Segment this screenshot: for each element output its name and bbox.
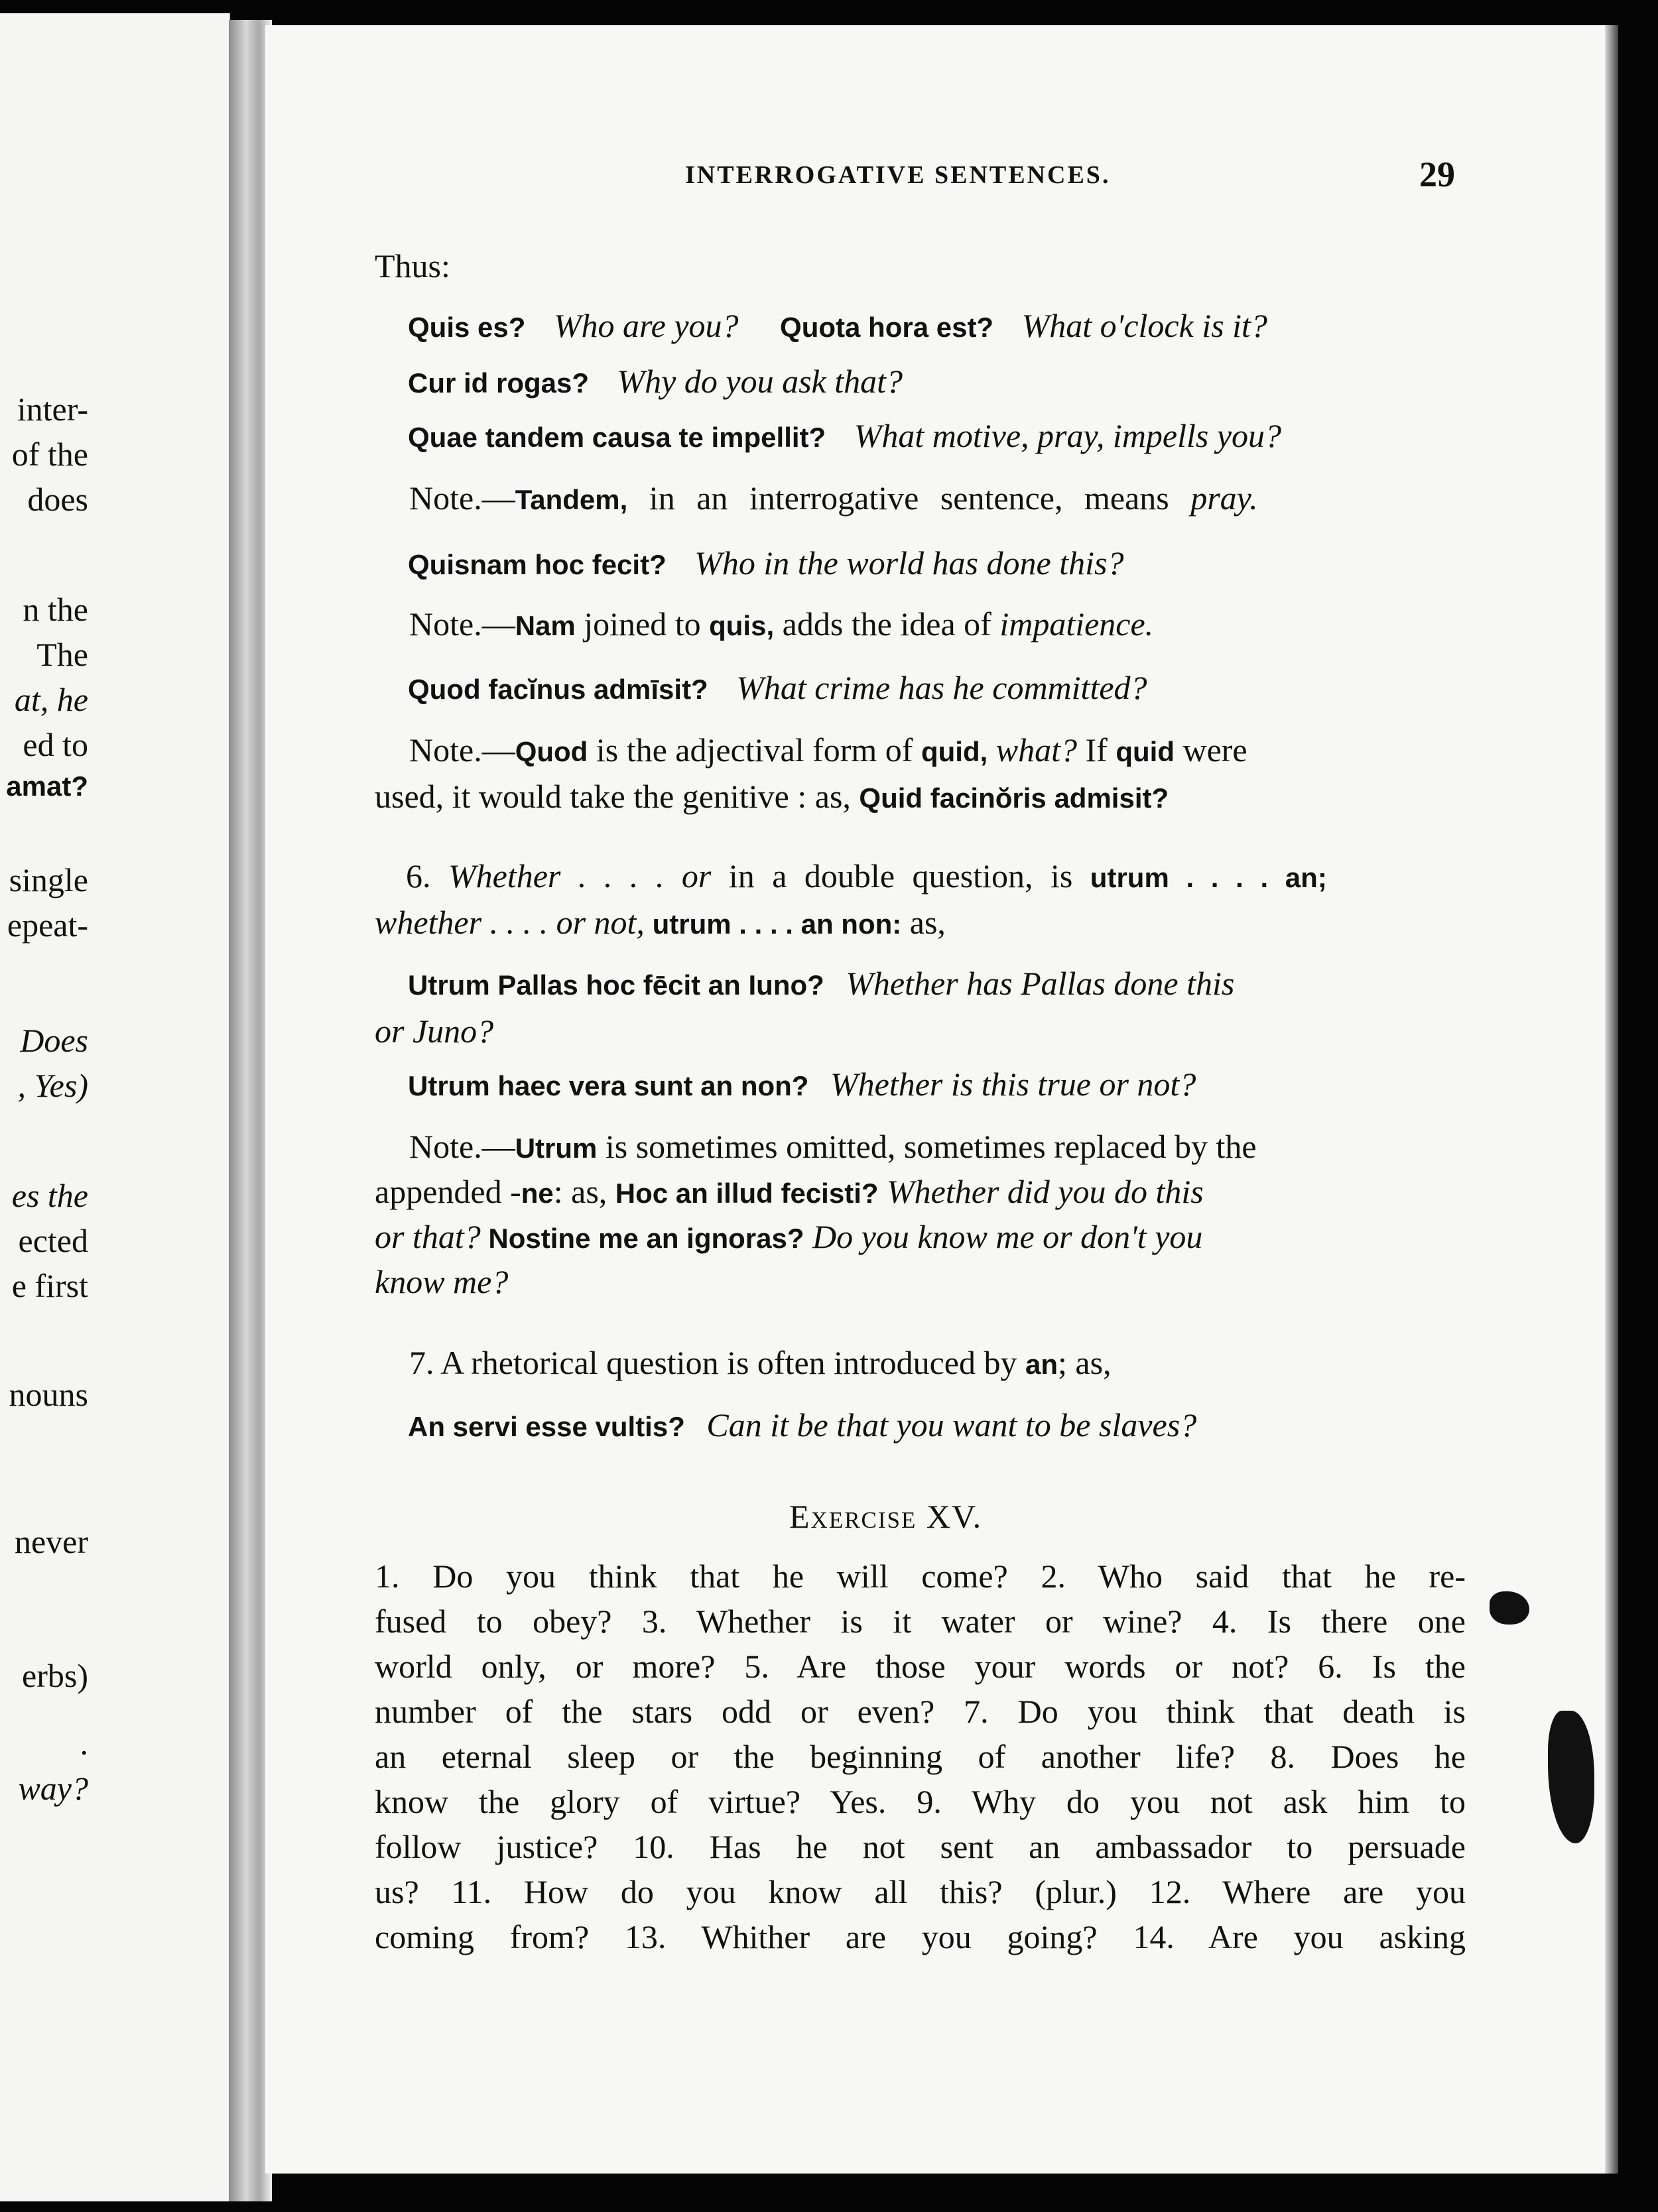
example-line [408, 1065, 1196, 1103]
ink-blot [1490, 1591, 1529, 1625]
note-label: Note.— [409, 731, 515, 768]
english-text: Why do you ask that? [617, 363, 903, 400]
example-line [408, 362, 903, 400]
exercise-line: know the glory of virtue? Yes. 9. Why do you not ask him to [375, 1783, 1466, 1820]
latin-text: Cur id rogas? [408, 367, 590, 399]
note-line [375, 777, 1169, 816]
running-header: INTERROGATIVE SENTENCES. [685, 161, 1111, 189]
exercise-line: number of the stars odd or even? 7. Do you think that death is [375, 1693, 1466, 1730]
english-text: Whether did you do this [878, 1173, 1204, 1210]
section-text: as, [901, 904, 946, 941]
exercise-line: 1. Do you think that he will come? 2. Who said that he re- [375, 1558, 1466, 1595]
left-fragment: erbs) [22, 1657, 88, 1694]
latin-text: ne [521, 1178, 554, 1209]
english-text: Do you know me or don't you [804, 1218, 1203, 1255]
note-text: adds the idea of [774, 605, 1000, 643]
example-line [408, 964, 1234, 1003]
english-text: what? [988, 731, 1078, 768]
english-text: , impells you? [1096, 417, 1282, 454]
english-text: or that? [375, 1218, 481, 1255]
left-fragment: The [36, 636, 88, 673]
english-text: pray [1037, 417, 1096, 454]
latin-text: Utrum Pallas hoc fēcit an Iuno? [408, 969, 824, 1001]
left-fragment: of the [11, 436, 88, 473]
left-page [0, 13, 230, 2201]
left-fragment: does [27, 481, 88, 518]
english-text: or Juno? [375, 1013, 494, 1050]
latin-text: Quid facinŏris admisit? [859, 782, 1169, 814]
example-line [408, 668, 1147, 707]
left-fragment: single [9, 861, 88, 898]
latin-text: an [1025, 1349, 1058, 1380]
note-text: : as, [553, 1173, 615, 1210]
exercise-line: an eternal sleep or the beginning of another life? 8. Does he [375, 1738, 1466, 1775]
note-label: Note.— [409, 605, 515, 643]
english-text: What motive, [854, 417, 1038, 454]
exercise-line: fused to obey? 3. Whether is it water or wine? 4. Is there one [375, 1603, 1466, 1640]
english-text: pray. [1190, 479, 1258, 517]
note-text: is the adjectival form of [588, 731, 921, 768]
thus-label: Thus: [375, 247, 450, 284]
english-text: whether . . . . or not, [375, 904, 645, 941]
english-text: Who are you? [553, 307, 739, 344]
latin-text: quis, [709, 610, 775, 641]
latin-text: Hoc an illud fecisti? [615, 1178, 879, 1209]
english-text: impatience. [999, 605, 1154, 643]
note-text: If [1077, 731, 1116, 768]
latin-text: Nam [515, 610, 576, 641]
latin-text: Quis es? [408, 312, 526, 343]
note-line [375, 1262, 508, 1301]
latin-text: Nostine me an ignoras? [480, 1223, 804, 1254]
note-text: in an interrogative sentence, means [627, 479, 1191, 517]
section-text: A rhetorical question is often introduced by [434, 1344, 1025, 1381]
left-fragment: way? [18, 1770, 88, 1807]
latin-text: quid, [921, 736, 988, 767]
latin-text: utrum . . . . an; [1090, 862, 1327, 893]
latin-text: utrum . . . . an non: [644, 908, 902, 940]
section-text: in a double question, is [711, 857, 1090, 894]
page-number: 29 [1419, 154, 1455, 194]
left-fragment: at, he [14, 681, 88, 718]
section-number: 6. [406, 857, 431, 894]
note-text: used, it would take the genitive : as, [375, 778, 860, 815]
exercise-line: world only, or more? 5. Are those your words or not? 6. Is the [375, 1648, 1466, 1685]
exercise-line: us? 11. How do you know all this? (plur.) 12. Where are you [375, 1873, 1466, 1910]
english-text: know me? [375, 1263, 509, 1300]
left-fragment: . [80, 1725, 88, 1762]
left-fragment: , Yes) [17, 1067, 88, 1104]
left-fragment: never [14, 1523, 88, 1560]
left-fragment: ected [18, 1222, 88, 1259]
left-fragment: inter- [17, 391, 88, 428]
note-line [375, 1172, 1204, 1211]
english-text: Can it be that you want to be slaves? [698, 1406, 1197, 1444]
example-line [408, 306, 1267, 345]
latin-text: An servi esse vultis? [408, 1411, 685, 1442]
note-label: Note.— [409, 1128, 515, 1165]
section-7 [409, 1343, 1112, 1382]
english-text: Whether . . . . or [430, 857, 712, 894]
note-line [409, 1127, 1257, 1166]
section-6 [375, 903, 946, 942]
note-line [409, 479, 1258, 517]
english-text: Who in the world has done this? [694, 544, 1124, 582]
left-fragment: Does [20, 1022, 88, 1059]
english-text: Whether has Pallas done this [837, 965, 1235, 1002]
section-6 [406, 857, 1327, 895]
left-fragment: nouns [9, 1376, 88, 1413]
note-text: joined to [575, 605, 710, 643]
section-text: ; as, [1058, 1344, 1112, 1381]
exercise-line: coming from? 13. Whither are you going? 14. Are you asking [375, 1918, 1466, 1955]
left-fragment: n the [23, 591, 88, 628]
note-line [409, 731, 1247, 769]
english-text: What o'clock is it? [1021, 307, 1267, 344]
left-fragment: es the [11, 1177, 88, 1214]
note-text: appended - [375, 1173, 521, 1210]
note-line [409, 605, 1153, 643]
example-line [375, 1012, 493, 1050]
latin-text: Quisnam hoc fecit? [408, 549, 667, 580]
latin-text: Quae tandem causa te impellit? [408, 422, 826, 453]
latin-text: Quod facĭnus admīsit? [408, 674, 708, 705]
latin-text: quid [1116, 736, 1175, 767]
latin-text: Quod [515, 736, 588, 767]
latin-text: Utrum [515, 1133, 598, 1164]
exercise-line: follow justice? 10. Has he not sent an ambassador to persuade [375, 1828, 1466, 1865]
left-fragment: amat? [6, 770, 88, 802]
latin-text: Utrum haec vera sunt an non? [408, 1070, 809, 1101]
example-line [408, 544, 1123, 582]
note-text: were [1174, 731, 1247, 768]
latin-text: Quota hora est? [780, 312, 994, 343]
example-line [408, 1406, 1196, 1444]
left-fragment: e first [11, 1267, 88, 1304]
note-text: is sometimes omitted, sometimes replaced by the [597, 1128, 1257, 1165]
note-line [375, 1217, 1202, 1256]
english-text: What crime has he committed? [736, 669, 1147, 706]
exercise-title: Exercise XV. [789, 1498, 983, 1535]
page-edge [1605, 25, 1618, 2174]
section-number: 7. [409, 1344, 434, 1381]
latin-text: Tandem, [515, 484, 628, 515]
left-fragment: ed to [23, 726, 88, 763]
note-label: Note.— [409, 479, 515, 517]
example-line [408, 416, 1281, 455]
english-text: Whether is this true or not? [822, 1066, 1196, 1103]
left-fragment: epeat- [7, 906, 88, 944]
